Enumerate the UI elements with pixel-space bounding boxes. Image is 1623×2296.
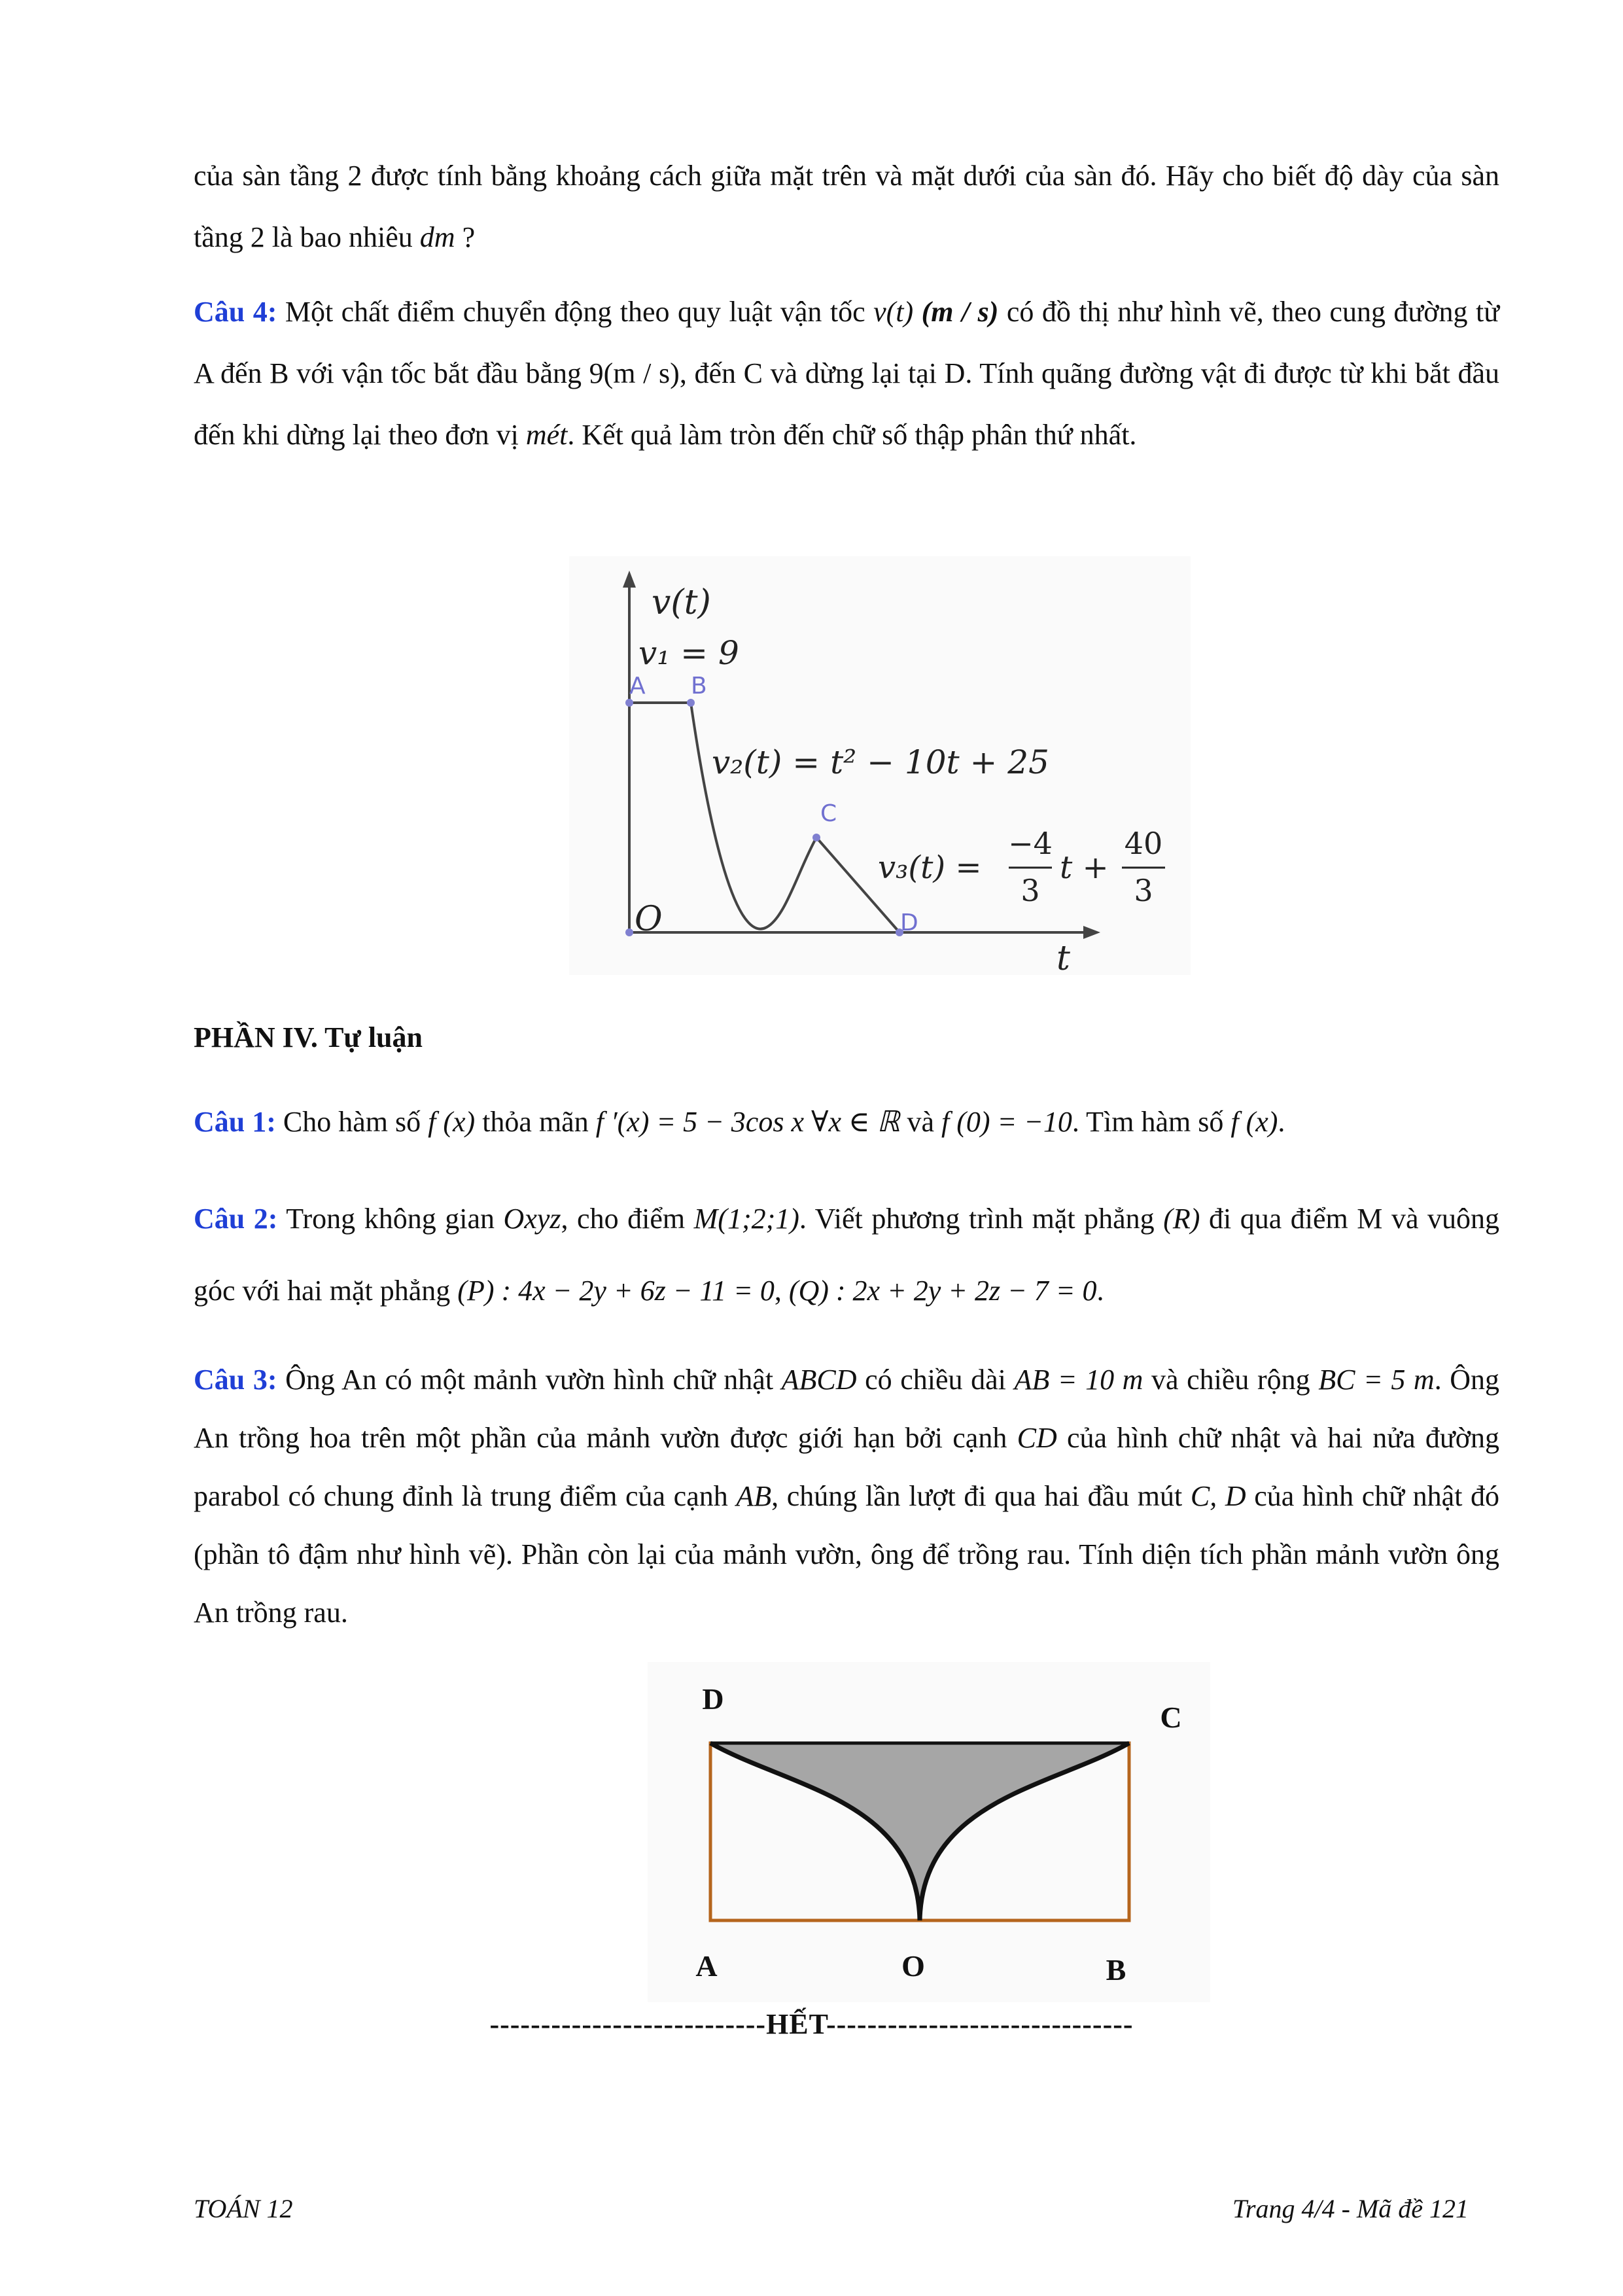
label-b: B [691, 673, 707, 699]
essay-question-3-ab: AB = 10 m [1014, 1364, 1143, 1396]
essay-question-1-fx: f (x) [428, 1106, 476, 1138]
point-c [812, 834, 820, 841]
label-d: D [702, 1682, 724, 1716]
essay-question-1-text-5: . [1278, 1106, 1285, 1138]
point-b [687, 699, 695, 707]
part-4-heading: PHẦN IV. Tự luận [194, 1021, 423, 1053]
essay-question-2-text-4: đi qua điểm M và vuông góc với hai mặt phẳng [194, 1203, 1500, 1307]
footer-left: TOÁN 12 [194, 2194, 293, 2223]
v3-num1: −4 [1008, 826, 1053, 861]
intro-line-1: của sàn tầng 2 được tính bằng khoảng cách giữa mặt trên và mặt dưới của sàn đó. Hãy cho biết độ [194, 160, 1353, 192]
essay-question-1-fx2: f (x) [1230, 1106, 1278, 1138]
intro-end: ? [462, 221, 476, 253]
essay-question-2-label: Câu 2: [194, 1203, 278, 1235]
question-4-met: mét [525, 419, 568, 451]
essay-question-3-abcd: ABCD [781, 1364, 857, 1396]
essay-question-2-plane-q: (Q) : 2x + 2y + 2z − 7 = 0 [788, 1275, 1097, 1307]
question-4-text-4: . Kết quả làm tròn đến chữ số thập phân thứ nhất. [567, 419, 1137, 451]
garden-figure [648, 1662, 1210, 2002]
label-a: A [695, 1949, 718, 1983]
essay-question-3-text-2: có chiều dài [865, 1364, 1006, 1396]
question-4-text-2: có đồ thị như hình vẽ, theo cung đường từ A đến B với vận tốc bắt đầu bằng [194, 296, 1500, 389]
v2-formula: v₂(t) = t² − 10t + 25 [712, 743, 1049, 781]
label-c: C [820, 800, 837, 827]
question-4-text-3: , đến C và dừng lại tại D. Tính quãng đường vật đi được từ khi bắt đầu đến khi dừng lại theo đơn vị [194, 357, 1500, 451]
essay-question-3-ab2: AB [736, 1480, 772, 1512]
essay-question-1-label: Câu 1: [194, 1106, 276, 1138]
v3-den1: 3 [1021, 873, 1040, 908]
intro-paragraph [194, 145, 1499, 268]
point-o [625, 928, 633, 936]
intro-unit: dm [419, 221, 455, 253]
footer-right: Trang 4/4 - Mã đề 121 [1232, 2194, 1469, 2223]
essay-question-2-plane-r: (R) [1163, 1203, 1200, 1235]
point-a [625, 699, 633, 707]
end-dashes-left: --------------------------- [489, 2008, 767, 2040]
essay-question-2-point: M(1;2;1) [693, 1203, 799, 1235]
label-o: O [901, 1949, 925, 1983]
essay-question-1-eq: f ′(x) = 5 − 3cos x ∀x ∈ ℝ [595, 1106, 900, 1138]
question-4 [194, 281, 1499, 466]
essay-question-3-cd: CD [1017, 1422, 1057, 1454]
essay-question-3-label: Câu 3: [194, 1364, 277, 1396]
label-c: C [1160, 1701, 1182, 1734]
end-word: HẾT [766, 2008, 826, 2040]
question-4-unit: (m / s) [921, 296, 999, 328]
essay-question-1-text-3: và [907, 1106, 934, 1138]
essay-question-1 [194, 1091, 1499, 1153]
essay-question-1-text-2: thỏa mãn [482, 1106, 589, 1138]
essay-question-3-text-3: và chiều rộng [1151, 1364, 1310, 1396]
essay-question-3-text-5: của hình chữ nhật và hai nửa đường parabol có chung đỉnh là trung điểm của cạnh [194, 1422, 1499, 1512]
essay-question-1-cond: f (0) = −10 [941, 1106, 1072, 1138]
essay-question-3-text-6: , chúng lần lượt đi qua hai đầu mút [771, 1480, 1183, 1512]
essay-question-1-text-1: Cho hàm số [283, 1106, 421, 1138]
label-d: D [900, 910, 918, 936]
essay-question-3-text-4: . Ông An trồng hoa trên một phần của mảnh vườn được giới hạn bởi cạnh [194, 1364, 1500, 1454]
essay-question-3-text-7: của hình chữ nhật đó (phần tô đậm như hình vẽ). Phần còn lại của mảnh vườn, ông để trồng rau. Tính diện tích phần mảnh vườn ông An trồng rau. [194, 1480, 1500, 1629]
essay-question-2-oxyz: Oxyz [503, 1203, 561, 1235]
v3-den2: 3 [1134, 873, 1153, 908]
intro-line-2: dày của sàn tầng 2 là bao nhiêu [194, 160, 1500, 253]
v3-t: t + [1060, 849, 1109, 886]
velocity-graph [569, 556, 1191, 975]
end-dashes-right: ------------------------------ [826, 2008, 1134, 2040]
question-4-label: Câu 4: [194, 296, 277, 328]
question-4-vt: v(t) [873, 296, 914, 328]
t-axis-label: t [1056, 939, 1070, 975]
v3-lhs: v₃(t) = [878, 849, 982, 886]
essay-question-2 [194, 1183, 1499, 1327]
essay-question-2-text-2: , cho điểm [561, 1203, 686, 1235]
essay-question-2-plane-p: (P) : 4x − 2y + 6z − 11 = 0 [457, 1275, 775, 1307]
essay-question-2-text-3: . Viết phương trình mặt phẳng [799, 1203, 1155, 1235]
label-o: O [635, 900, 663, 939]
essay-question-3-cd-points: C, D [1190, 1480, 1246, 1512]
essay-question-2-text-5: . [1096, 1275, 1104, 1307]
end-marker [0, 2007, 1623, 2041]
essay-question-3 [194, 1351, 1499, 1642]
y-axis-label: v(t) [652, 583, 711, 622]
label-a: A [629, 673, 646, 699]
essay-question-3-text-1: Ông An có một mảnh vườn hình chữ nhật [285, 1364, 774, 1396]
essay-question-3-bc: BC = 5 m [1318, 1364, 1435, 1396]
question-4-v0: 9(m / s) [589, 357, 680, 389]
label-b: B [1106, 1953, 1126, 1987]
essay-question-2-text-1: Trong không gian [286, 1203, 495, 1235]
v3-num2: 40 [1124, 826, 1163, 861]
essay-question-2-sep: , [774, 1275, 782, 1307]
question-4-text-1: Một chất điểm chuyển động theo quy luật vận tốc [285, 296, 865, 328]
v1-label: v₁ = 9 [638, 634, 739, 672]
essay-question-1-text-4: . Tìm hàm số [1072, 1106, 1224, 1138]
